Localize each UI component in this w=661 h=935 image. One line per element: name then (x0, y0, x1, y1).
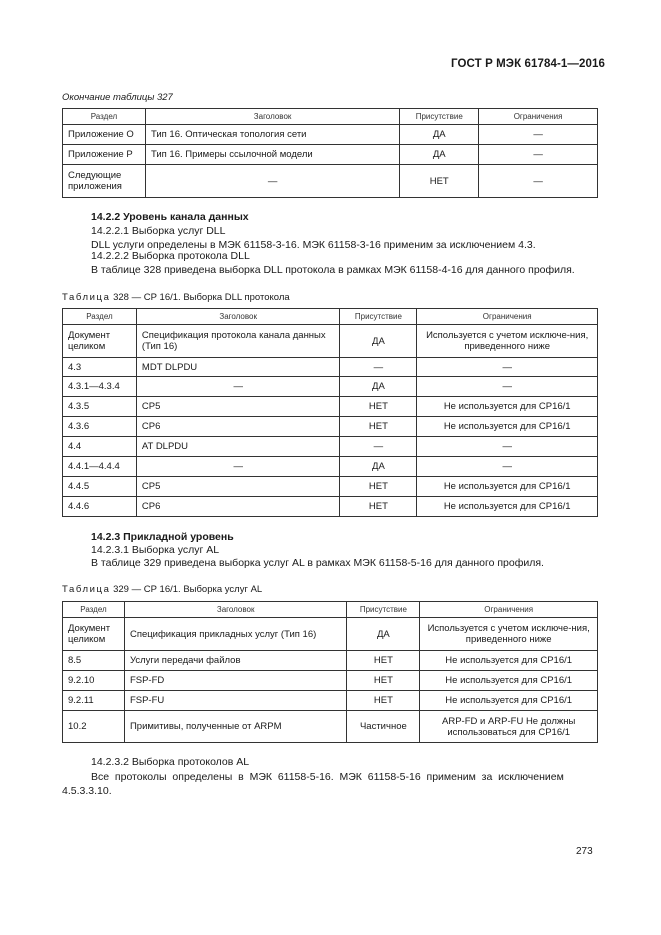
paragraph: В таблице 328 приведена выборка DLL протокола в рамках МЭК 61158-4-16 для данного профиля. (91, 264, 575, 276)
table-row (63, 125, 598, 145)
column-header: Ограничения (479, 109, 598, 125)
cell-section: 4.4 (63, 437, 137, 457)
cell-presence: ДА (400, 125, 479, 145)
cell-title: Спецификация протокола канала данных (Тип 16) (136, 325, 340, 358)
table-row (63, 437, 598, 457)
cell-constraints: — (479, 165, 598, 198)
column-header: Ограничения (420, 602, 598, 618)
cell-section: 4.3.5 (63, 397, 137, 417)
cell-title: — (136, 457, 340, 477)
table-row (63, 358, 598, 377)
cell-constraints: Не используется для СР16/1 (420, 691, 598, 711)
column-header: Раздел (63, 602, 125, 618)
cell-title: Тип 16. Примеры ссылочной модели (145, 145, 399, 165)
cell-constraints: Не используется для СР16/1 (420, 671, 598, 691)
cell-constraints: — (479, 125, 598, 145)
column-header: Заголовок (145, 109, 399, 125)
table-row (63, 145, 598, 165)
cell-section: 4.4.5 (63, 477, 137, 497)
table-row (63, 477, 598, 497)
cell-title: Спецификация прикладных услуг (Тип 16) (124, 618, 346, 651)
cell-title: CP5 (136, 477, 340, 497)
cell-title: CP5 (136, 397, 340, 417)
cell-title: — (145, 165, 399, 198)
table-row (63, 691, 598, 711)
column-header: Присутствие (347, 602, 420, 618)
table-row (63, 397, 598, 417)
cell-constraints: Не используется для СР16/1 (417, 417, 598, 437)
table-row (63, 325, 598, 358)
column-header: Заголовок (136, 309, 340, 325)
column-header: Присутствие (400, 109, 479, 125)
subsection-14-2-2-2: 14.2.2.2 Выборка протокола DLL (91, 250, 250, 262)
cell-presence: Частичное (347, 711, 420, 743)
column-header: Ограничения (417, 309, 598, 325)
table-329 (62, 601, 598, 743)
column-header: Раздел (63, 109, 146, 125)
cell-constraints: — (417, 377, 598, 397)
cell-title: CP6 (136, 497, 340, 517)
table-row (63, 417, 598, 437)
cell-presence: НЕТ (340, 497, 417, 517)
cell-constraints: Используется с учетом исключе-ния, приведенного ниже (417, 325, 598, 358)
table-row (63, 651, 598, 671)
paragraph: Все протоколы определены в МЭК 61158-5-16. МЭК 61158-5-16 применим за исключением (91, 771, 564, 783)
cell-section: 4.3.6 (63, 417, 137, 437)
cell-constraints: Не используется для СР16/1 (420, 651, 598, 671)
cell-constraints: Не используется для СР16/1 (417, 477, 598, 497)
cell-title: Примитивы, полученные от ARPM (124, 711, 346, 743)
cell-constraints: ARP-FD и ARP-FU Не должны использоваться для СР16/1 (420, 711, 598, 743)
subsection-14-2-2-1: 14.2.2.1 Выборка услуг DLL (91, 225, 226, 237)
cell-constraints: — (479, 145, 598, 165)
caption-label: Таблица (62, 292, 111, 303)
cell-constraints: Не используется для СР16/1 (417, 397, 598, 417)
cell-presence: — (340, 358, 417, 377)
cell-title: MDT DLPDU (136, 358, 340, 377)
cell-title: CP6 (136, 417, 340, 437)
caption-text: 329 — СР 16/1. Выборка услуг AL (110, 584, 263, 595)
cell-presence: НЕТ (340, 397, 417, 417)
cell-title: FSP-FD (124, 671, 346, 691)
page-number: 273 (576, 846, 593, 857)
column-header: Раздел (63, 309, 137, 325)
paragraph-continuation: 4.5.3.3.10. (62, 785, 112, 797)
cell-constraints: — (417, 437, 598, 457)
cell-section: Документ целиком (63, 618, 125, 651)
cell-section: 10.2 (63, 711, 125, 743)
document-header: ГОСТ Р МЭК 61784-1—2016 (451, 58, 605, 70)
paragraph: DLL услуги определены в МЭК 61158-3-16. МЭК 61158-3-16 применим за исключением 4.3. (91, 239, 536, 251)
column-header: Присутствие (340, 309, 417, 325)
cell-section: 9.2.11 (63, 691, 125, 711)
cell-section: Приложение О (63, 125, 146, 145)
cell-section: Документ целиком (63, 325, 137, 358)
cell-section: Следующие приложения (63, 165, 146, 198)
cell-presence: НЕТ (400, 165, 479, 198)
paragraph: В таблице 329 приведена выборка услуг AL в рамках МЭК 61158-5-16 для данного профиля. (91, 557, 544, 569)
cell-title: Тип 16. Оптическая топология сети (145, 125, 399, 145)
subsection-14-2-3-2: 14.2.3.2 Выборка протоколов AL (91, 756, 250, 768)
cell-section: Приложение Р (63, 145, 146, 165)
table-row (63, 457, 598, 477)
cell-presence: НЕТ (340, 417, 417, 437)
table-327 (62, 108, 598, 198)
cell-title: — (136, 377, 340, 397)
table-row (63, 671, 598, 691)
table-row (63, 618, 598, 651)
cell-presence: НЕТ (340, 477, 417, 497)
cell-presence: ДА (347, 618, 420, 651)
cell-presence: НЕТ (347, 651, 420, 671)
cell-title: Услуги передачи файлов (124, 651, 346, 671)
table-row (63, 165, 598, 198)
cell-presence: ДА (340, 377, 417, 397)
cell-section: 4.3.1—4.3.4 (63, 377, 137, 397)
cell-title: AT DLPDU (136, 437, 340, 457)
table-row (63, 711, 598, 743)
column-header: Заголовок (124, 602, 346, 618)
table-328-caption (62, 292, 290, 303)
cell-presence: ДА (340, 325, 417, 358)
cell-section: 8.5 (63, 651, 125, 671)
cell-presence: ДА (340, 457, 417, 477)
cell-constraints: — (417, 457, 598, 477)
cell-presence: — (340, 437, 417, 457)
table-329-caption (62, 584, 262, 595)
cell-section: 9.2.10 (63, 671, 125, 691)
table-327-caption: Окончание таблицы 327 (62, 92, 173, 103)
table-row (63, 377, 598, 397)
subsection-14-2-3-1: 14.2.3.1 Выборка услуг AL (91, 544, 220, 556)
cell-title: FSP-FU (124, 691, 346, 711)
cell-presence: НЕТ (347, 671, 420, 691)
cell-constraints: Не используется для СР16/1 (417, 497, 598, 517)
section-heading-14-2-3: 14.2.3 Прикладной уровень (91, 531, 234, 543)
table-328 (62, 308, 598, 517)
table-row (63, 497, 598, 517)
cell-constraints: Используется с учетом исключе-ния, приведенного ниже (420, 618, 598, 651)
cell-section: 4.4.1—4.4.4 (63, 457, 137, 477)
cell-presence: ДА (400, 145, 479, 165)
cell-section: 4.4.6 (63, 497, 137, 517)
cell-constraints: — (417, 358, 598, 377)
section-heading-14-2-2: 14.2.2 Уровень канала данных (91, 211, 249, 223)
cell-presence: НЕТ (347, 691, 420, 711)
caption-text: 328 — СР 16/1. Выборка DLL протокола (110, 292, 290, 303)
cell-section: 4.3 (63, 358, 137, 377)
caption-label: Таблица (62, 584, 111, 595)
